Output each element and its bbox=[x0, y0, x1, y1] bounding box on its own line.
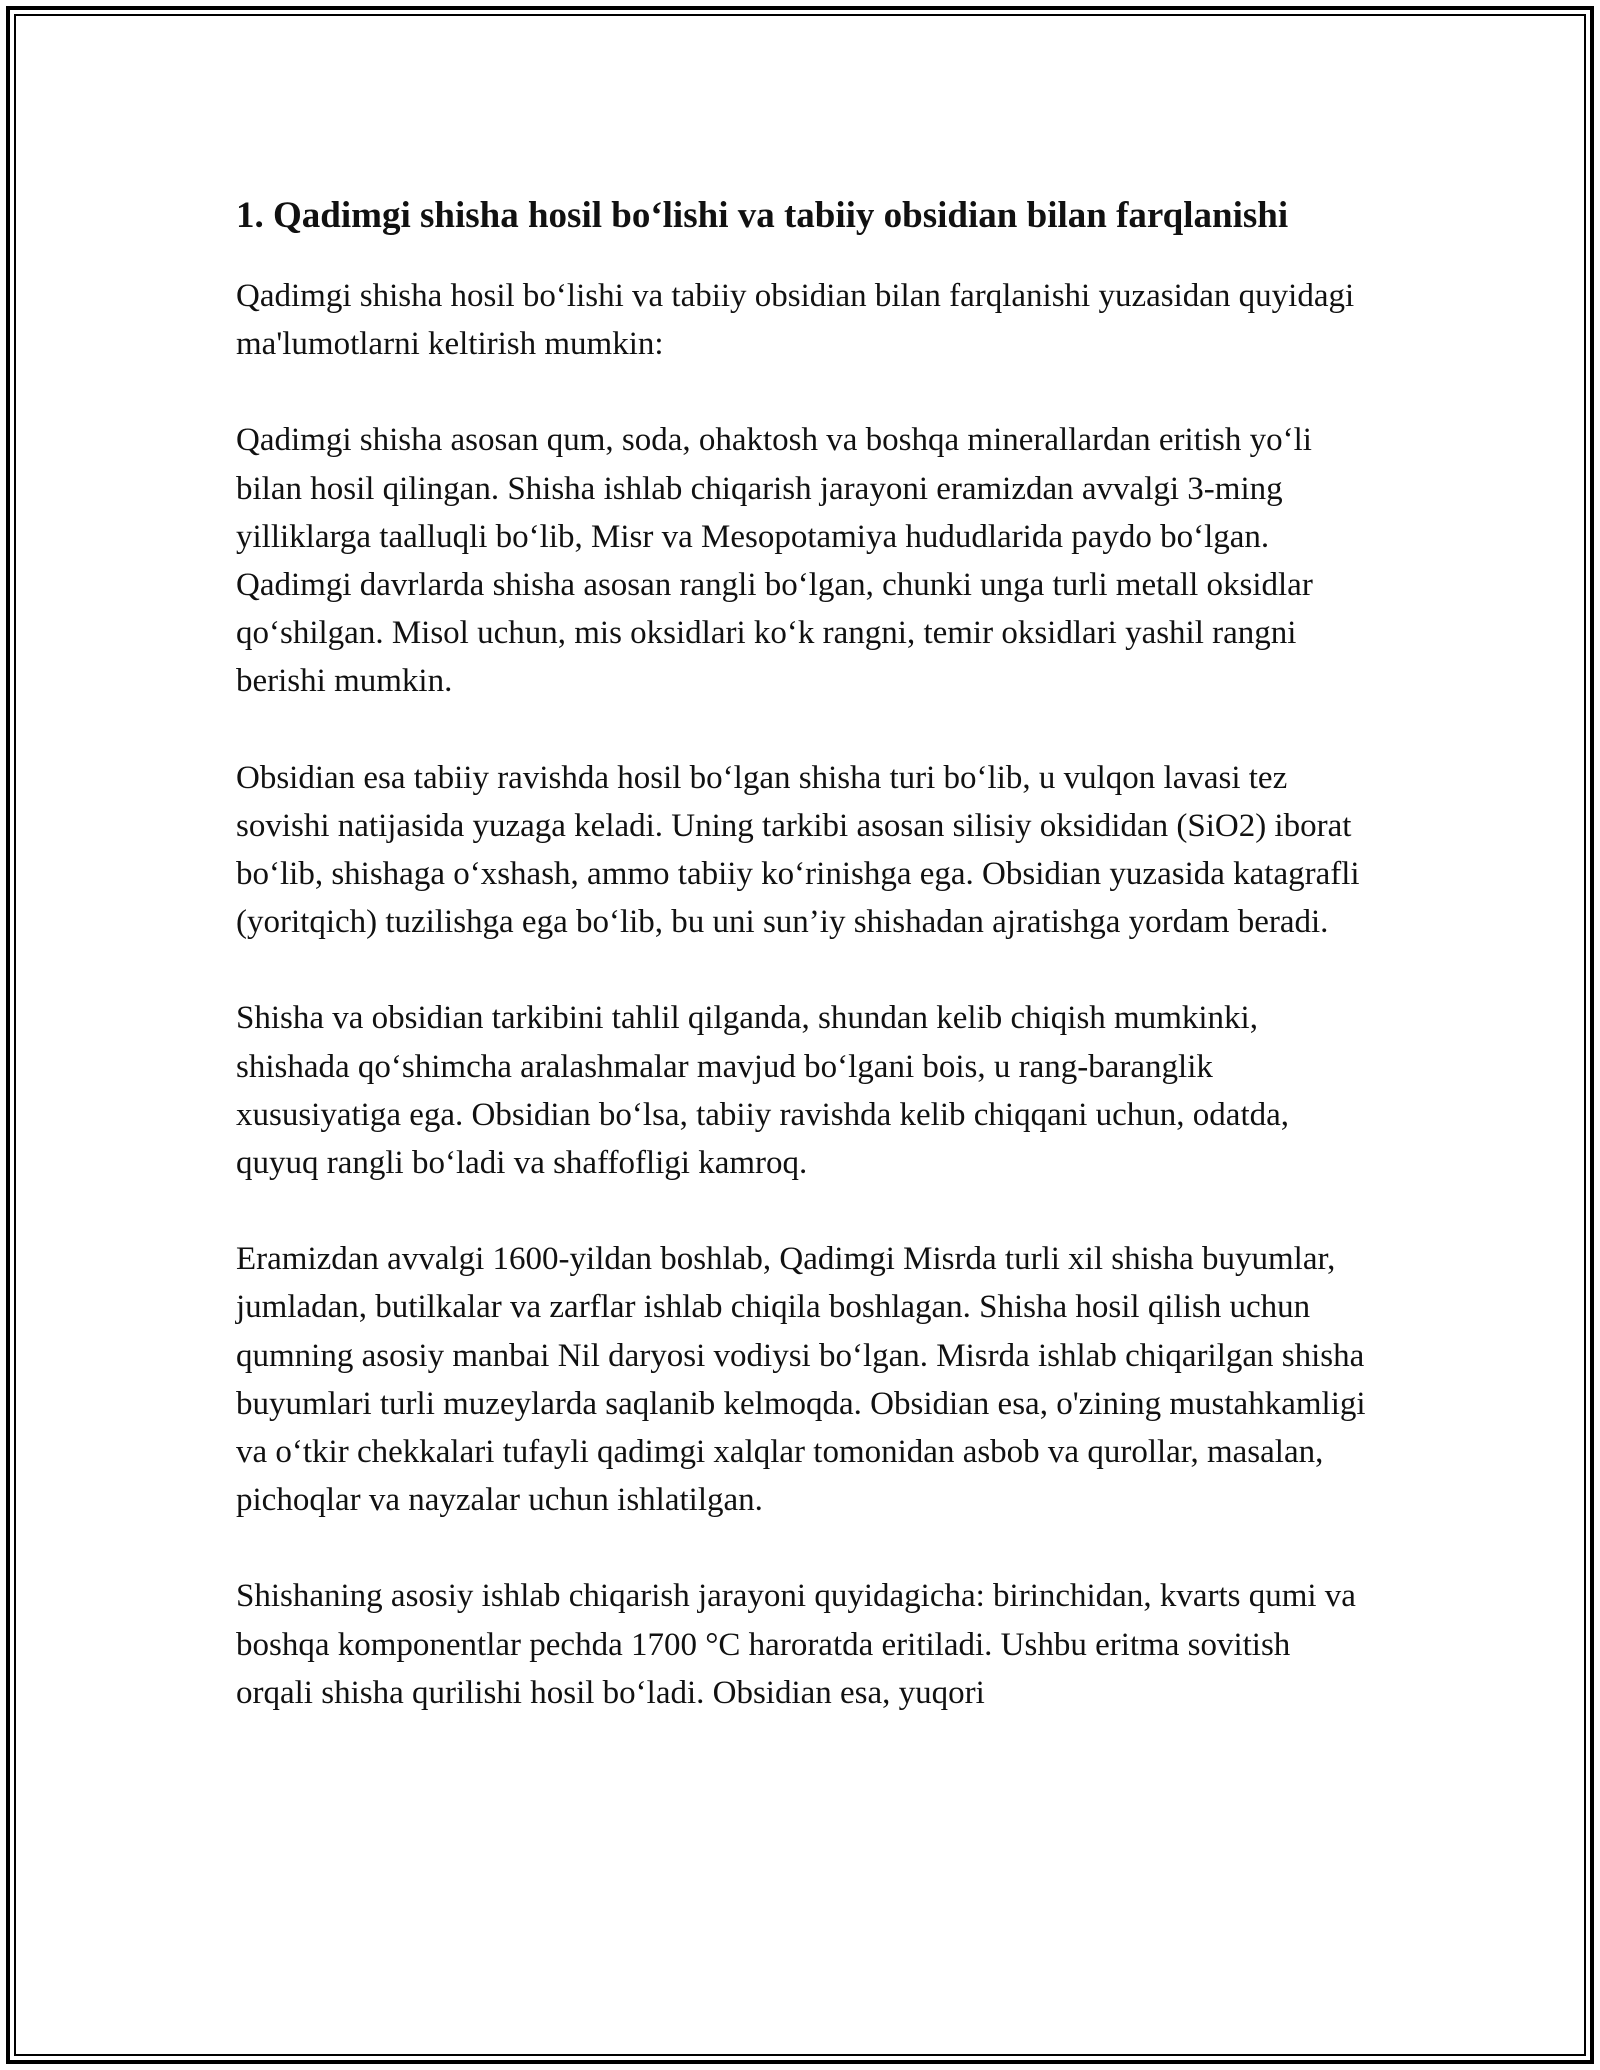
paragraph-composition: Shisha va obsidian tarkibini tahlil qilganda, shundan kelib chiqish mumkinki, shishada qo‘shimcha aralashmalar mavjud bo‘lgani bois, u rang-baranglik xususiyatiga ega. Obsidian bo‘lsa, tabiiy ravishda kelib chiqqani uchun, odatda, quyuq rangli bo‘ladi va shaffofligi kamroq. bbox=[236, 1000, 1290, 1182]
paragraph-ancient-glass: Qadimgi shisha asosan qum, soda, ohaktosh va boshqa minerallardan eritish yo‘li bilan hosil qilingan. Shisha ishlab chiqarish jarayoni eramizdan avvalgi 3-ming yilliklarga taalluqli bo‘lib, Misr va Mesopotamiya hududlarida paydo bo‘lgan. Qadimgi davrlarda shisha asosan rangli bo‘lgan, chunki unga turli metall oksidlar qo‘shilgan. Misol uchun, mis oksidlari ko‘k rangni, temir oksidlari yashil rangni berishi mumkin. bbox=[236, 422, 1313, 700]
section-heading: 1. Qadimgi shisha hosil bo‘lishi va tabiiy obsidian bilan farqlanishi bbox=[236, 195, 1289, 236]
paragraph-intro: Qadimgi shisha hosil bo‘lishi va tabiiy obsidian bilan farqlanishi yuzasidan quyidagi ma'lumotlarni keltirish mumkin: bbox=[236, 278, 1355, 363]
document-body bbox=[236, 188, 1366, 1765]
paragraph-production: Shishaning asosiy ishlab chiqarish jarayoni quyidagicha: birinchidan, kvarts qumi va boshqa komponentlar pechda 1700 °C haroratda eritiladi. Ushbu eritma sovitish orqali shisha qurilishi hosil bo‘ladi. Obsidian esa, yuqori bbox=[236, 1578, 1356, 1711]
paragraph-egypt: Eramizdan avvalgi 1600-yildan boshlab, Qadimgi Misrda turli xil shisha buyumlar, jumladan, butilkalar va zarflar ishlab chiqila boshlagan. Shisha hosil qilish uchun qumning asosiy manbai Nil daryosi vodiysi bo‘lgan. Misrda ishlab chiqarilgan shisha buyumlari turli muzeylarda saqlanib kelmoqda. Obsidian esa, o'zining mustahkamligi va o‘tkir chekkalari tufayli qadimgi xalqlar tomonidan asbob va qurollar, masalan, pichoqlar va nayzalar uchun ishlatilgan. bbox=[236, 1241, 1366, 1519]
paragraph-obsidian: Obsidian esa tabiiy ravishda hosil bo‘lgan shisha turi bo‘lib, u vulqon lavasi tez sovishi natijasida yuzaga keladi. Uning tarkibi asosan silisiy oksididan (SiO2) iborat bo‘lib, shishaga o‘xshash, ammo tabiiy ko‘rinishga ega. Obsidian yuzasida katagrafli (yoritqich) tuzilishga ega bo‘lib, bu uni sun’iy shishadan ajratishga yordam beradi. bbox=[236, 759, 1360, 941]
